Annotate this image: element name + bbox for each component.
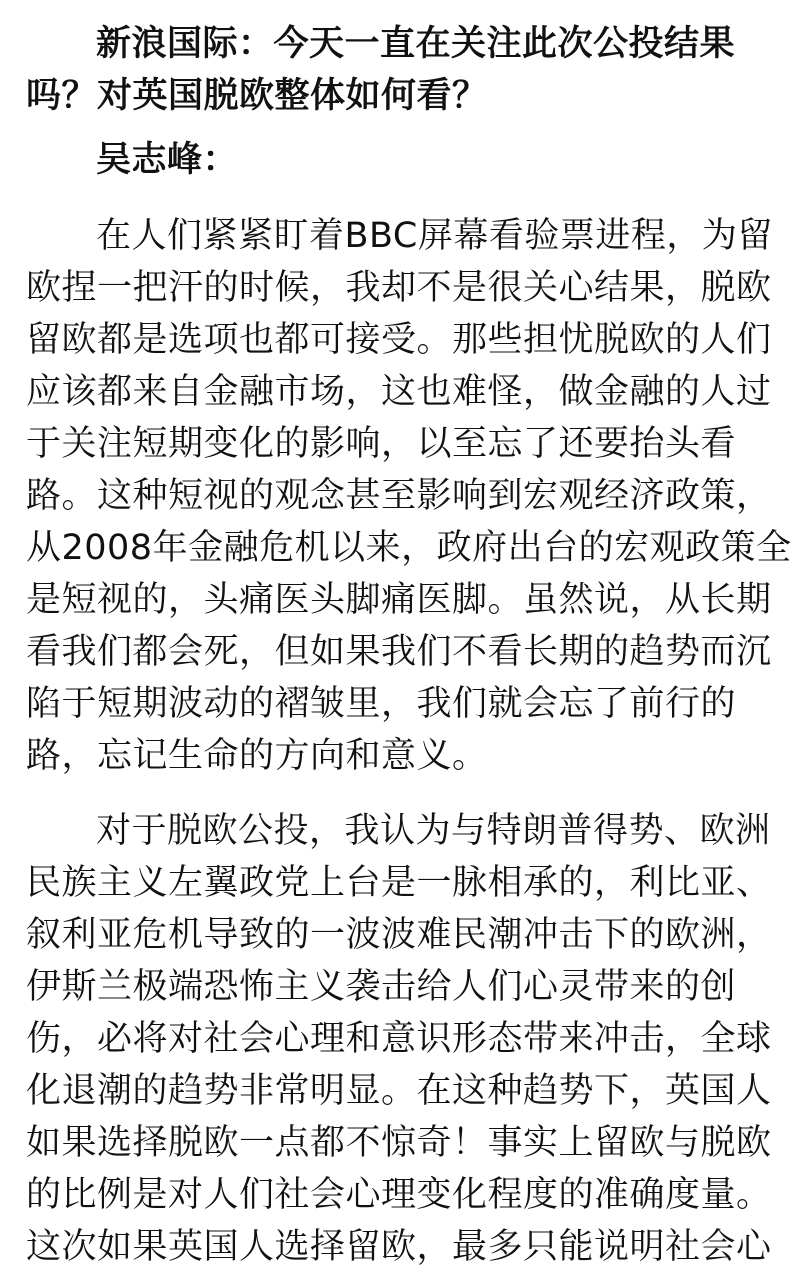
question-line-2: 吗？对英国脱欧整体如何看？ — [26, 76, 488, 116]
paragraph1-line-11: 路，忘记生命的方向和意义。 — [26, 736, 488, 776]
paragraph1-line-1: 在人们紧紧盯着BBC屏幕看验票进程，为留 — [96, 216, 773, 256]
paragraph2-line-4: 伊斯兰极端恐怖主义袭击给人们心灵带来的创 — [26, 967, 737, 1007]
question-line-1: 新浪国际：今天一直在关注此次公投结果 — [96, 24, 736, 64]
paragraph1-line-6: 路。这种短视的观念甚至影响到宏观经济政策， — [26, 476, 772, 516]
paragraph1-line-2: 欧捏一把汗的时候，我却不是很关心结果，脱欧 — [26, 268, 772, 308]
paragraph1-line-7: 从2008年金融危机以来，政府出台的宏观政策全 — [26, 528, 792, 568]
paragraph2-line-1: 对于脱欧公投，我认为与特朗普得势、欧洲 — [96, 811, 771, 851]
paragraph1-line-9: 看我们都会死，但如果我们不看长期的趋势而沉 — [26, 632, 772, 672]
paragraph2-line-6: 化退潮的趋势非常明显。在这种趋势下，英国人 — [26, 1071, 772, 1111]
paragraph2-line-8: 的比例是对人们社会心理变化程度的准确度量。 — [26, 1175, 772, 1215]
speaker-label: 吴志峰： — [96, 140, 239, 180]
paragraph2-line-9: 这次如果英国人选择留欧，最多只能说明社会心 — [26, 1227, 772, 1267]
paragraph1-line-4: 应该都来自金融市场，这也难怪，做金融的人过 — [26, 372, 772, 412]
paragraph2-line-7: 如果选择脱欧一点都不惊奇！事实上留欧与脱欧 — [26, 1123, 772, 1163]
paragraph1-line-8: 是短视的，头痛医头脚痛医脚。虽然说，从长期 — [26, 580, 772, 620]
paragraph1-line-3: 留欧都是选项也都可接受。那些担忧脱欧的人们 — [26, 320, 772, 360]
paragraph1-line-10: 陷于短期波动的褶皱里，我们就会忘了前行的 — [26, 684, 737, 724]
paragraph2-line-3: 叙利亚危机导致的一波波难民潮冲击下的欧洲， — [26, 915, 772, 955]
paragraph2-line-5: 伤，必将对社会心理和意识形态带来冲击，全球 — [26, 1019, 772, 1059]
paragraph1-line-5: 于关注短期变化的影响，以至忘了还要抬头看 — [26, 424, 737, 464]
paragraph2-line-2: 民族主义左翼政党上台是一脉相承的，利比亚、 — [26, 863, 772, 903]
